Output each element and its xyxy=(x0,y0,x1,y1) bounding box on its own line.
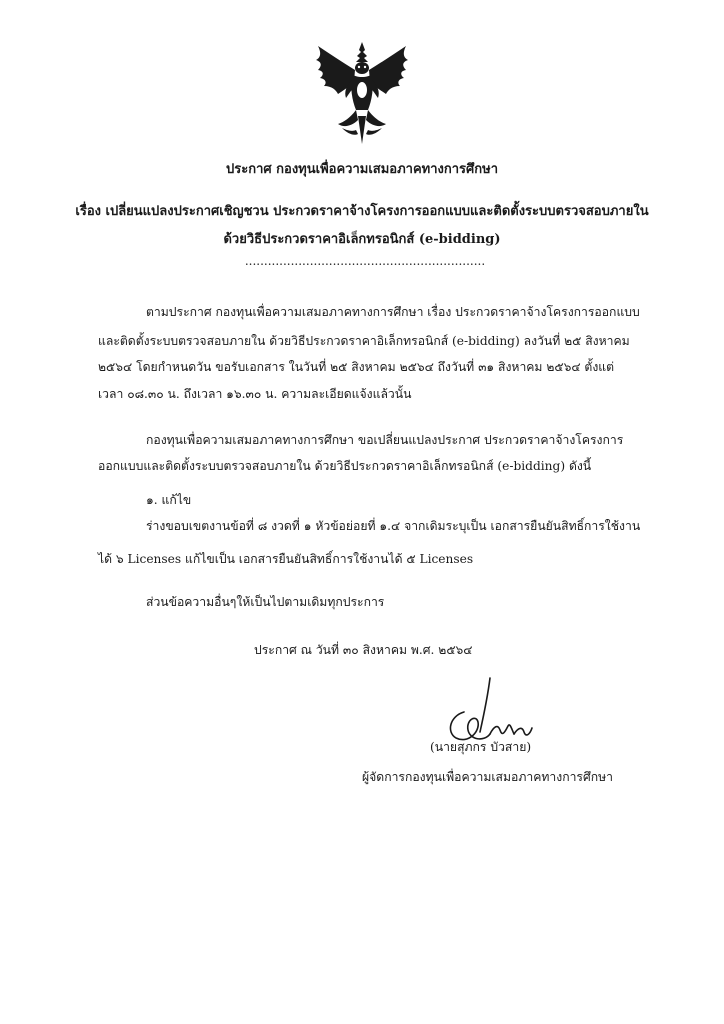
para2-line-2: ออกแบบและติดตั้งระบบตรวจสอบภายใน ด้วยวิธีประกวดราคาอิเล็กทรอนิกส์ (e-bidding) ดังนี้ xyxy=(98,459,592,473)
title-separator: ............................................................... xyxy=(244,254,486,268)
para1-line-3: ๒๕๖๔ โดยกำหนดวัน ขอรับเอกสาร ในวันที่ ๒๕ สิงหาคม ๒๕๖๔ ถึงวันที่ ๓๑ สิงหาคม ๒๕๖๔ ตั้งแต่ xyxy=(98,360,615,374)
para1-line-4: เวลา ๐๘.๓๐ น. ถึงเวลา ๑๖.๓๐ น. ความละเอียดแจ้งแล้วนั้น xyxy=(98,387,412,401)
announcement-date: ประกาศ ณ วันที่ ๓๐ สิงหาคม พ.ศ. ๒๕๖๔ xyxy=(254,643,473,657)
subject-line-2: ด้วยวิธีประกวดราคาอิเล็กทรอนิกส์ (e-bidding) xyxy=(223,232,501,247)
signer-name: (นายสุภกร บัวสาย) xyxy=(430,740,532,754)
subject-line-1: เรื่อง เปลี่ยนแปลงประกาศเชิญชวน ประกวดราคาจ้างโครงการออกแบบและติดตั้งระบบตรวจสอบภายใน xyxy=(75,204,649,219)
garuda-emblem-icon xyxy=(312,40,412,146)
para2-line-1: กองทุนเพื่อความเสมอภาคทางการศึกษา ขอเปลี่ยนแปลงประกาศ ประกวดราคาจ้างโครงการ xyxy=(146,433,624,447)
item-text-line-2: ได้ ๖ Licenses แก้ไขเป็น เอกสารยืนยันสิทธิ์การใช้งานได้ ๕ Licenses xyxy=(98,552,474,566)
para1-line-2: และติดตั้งระบบตรวจสอบภายใน ด้วยวิธีประกวดราคาอิเล็กทรอนิกส์ (e-bidding) ลงวันที่ ๒๕ สิงหาคม xyxy=(98,334,630,348)
item-text-line-1: ร่างขอบเขตงานข้อที่ ๘ งวดที่ ๑ หัวข้อย่อยที่ ๑.๔ จากเดิมระบุเป็น เอกสารยืนยันสิทธิ์การใช้งาน xyxy=(146,519,641,533)
item-heading: ๑. แก้ไข xyxy=(146,493,192,507)
signer-position: ผู้จัดการกองทุนเพื่อความเสมอภาคทางการศึกษา xyxy=(362,770,613,784)
closing-statement: ส่วนข้อความอื่นๆให้เป็นไปตามเดิมทุกประการ xyxy=(146,595,385,609)
agency-announcement-title: ประกาศ กองทุนเพื่อความเสมอภาคทางการศึกษา xyxy=(225,162,499,177)
para1-line-1: ตามประกาศ กองทุนเพื่อความเสมอภาคทางการศึกษา เรื่อง ประกวดราคาจ้างโครงการออกแบบ xyxy=(146,305,640,319)
